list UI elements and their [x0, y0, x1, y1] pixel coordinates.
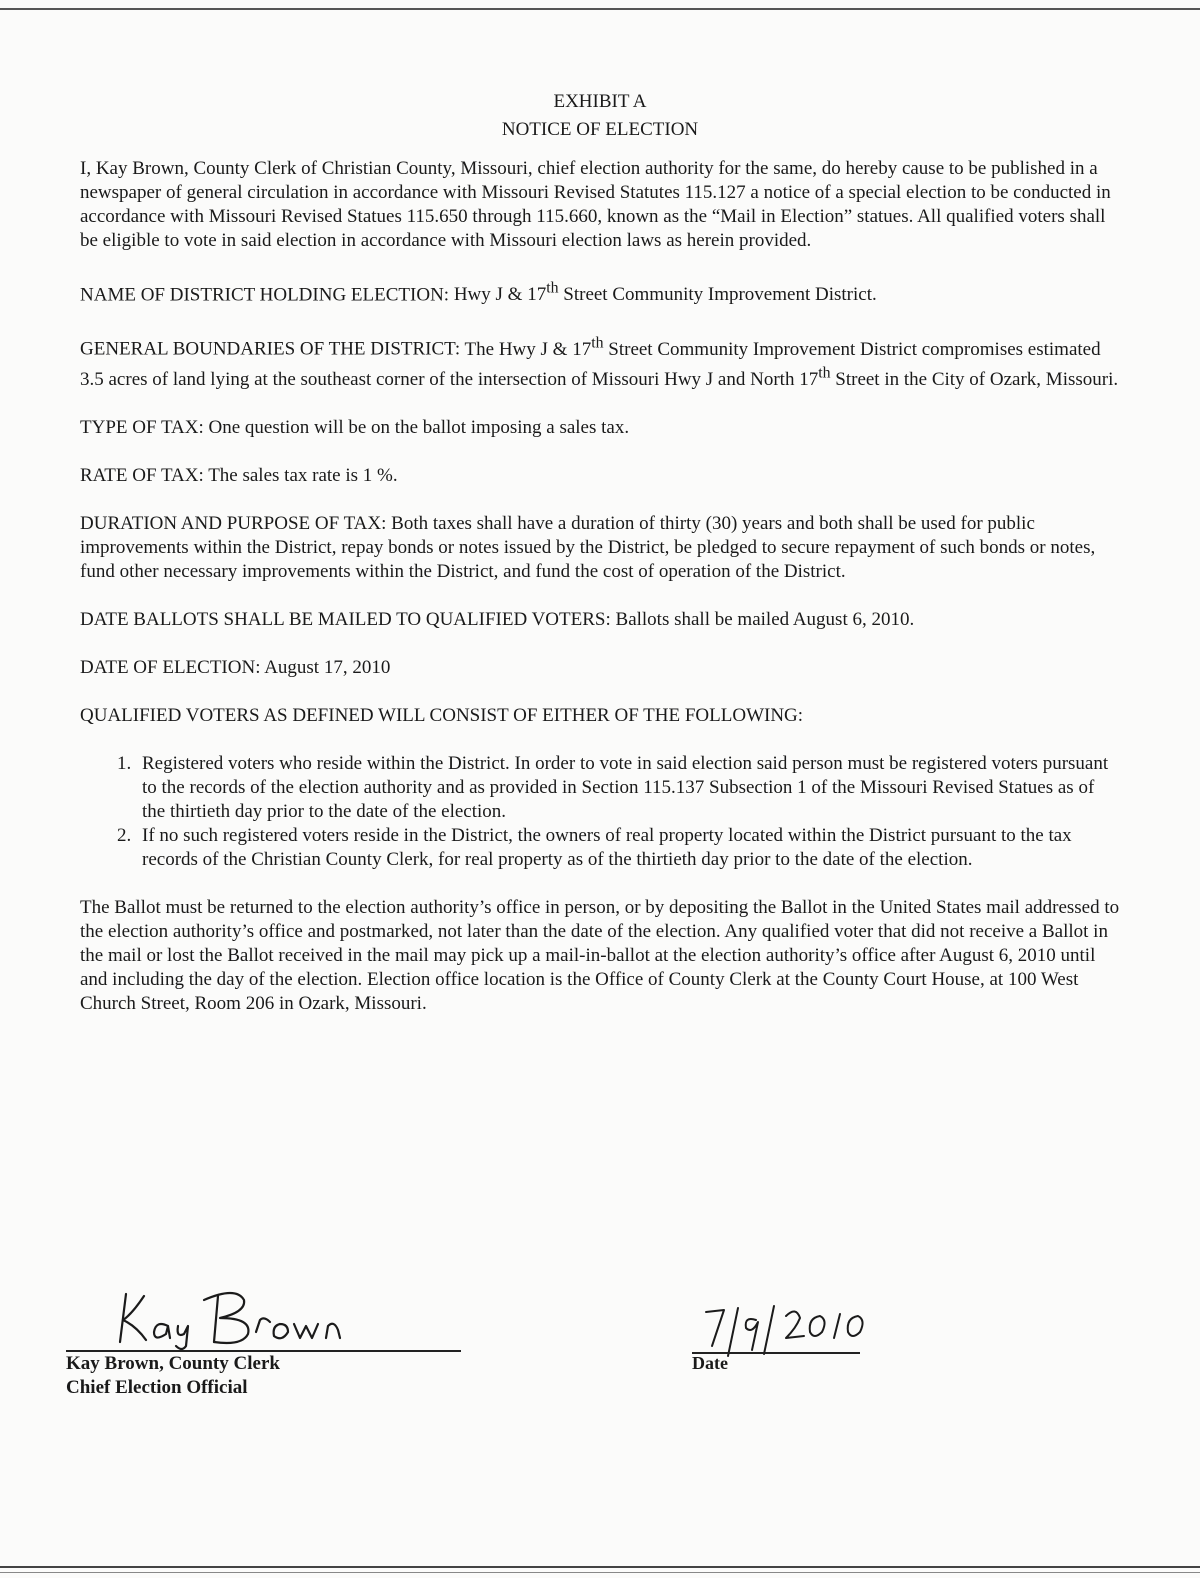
signer-name-title: Kay Brown, County Clerk [66, 1353, 280, 1374]
top-edge-line [0, 8, 1200, 10]
rate-of-tax-value: The sales tax rate is 1 %. [208, 464, 398, 486]
date-label: Date [692, 1353, 728, 1373]
election-date-value: August 17, 2010 [264, 656, 391, 678]
notice-title: NOTICE OF ELECTION [501, 119, 699, 140]
bottom-edge-line-secondary [0, 1572, 1200, 1573]
mail-date-value: Ballots shall be mailed August 6, 2010. [615, 608, 915, 630]
election-date-label: DATE OF ELECTION: [80, 656, 261, 678]
type-of-tax-paragraph [80, 416, 1120, 440]
boundaries-label: GENERAL BOUNDARIES OF THE DISTRICT: [80, 338, 461, 360]
type-of-tax-label: TYPE OF TAX: [80, 416, 204, 438]
district-name-label: NAME OF DISTRICT HOLDING ELECTION: [80, 284, 450, 306]
election-date-paragraph [80, 656, 1120, 680]
exhibit-heading: EXHIBIT A [553, 91, 647, 112]
list-item: 2. If no such registered voters reside in the District, the owners of real property located within the District pursuant to the tax records of the Christian County Clerk, for real property as of the thirtieth day prior to the date of the election. [136, 824, 1120, 872]
signer-role: Chief Election Official [66, 1377, 248, 1398]
signature-block [66, 1280, 1166, 1410]
boundaries-value: The Hwy J & 17th Street Community Improvement District compromises estimated 3.5 acres of land lying at the southeast corner of the intersection of Missouri Hwy J and North 17th Street in the City of Ozark, Missouri. [80, 334, 1119, 390]
bottom-edge-line [0, 1566, 1200, 1568]
list-item: 1. Registered voters who reside within the District. In order to vote in said election said person must be registered voters pursuant to the records of the election authority and as provided in Section 115.137 Subsection 1 of the Missouri Revised Statues as of the thirtieth day prior to the date of the election. [136, 752, 1120, 824]
handwritten-date [696, 1302, 886, 1358]
district-name-value: Hwy J & 17th Street Community Improvement District. [453, 280, 877, 306]
duration-paragraph [80, 512, 1120, 584]
mail-date-label: DATE BALLOTS SHALL BE MAILED TO QUALIFIED VOTERS: [80, 608, 611, 630]
boundaries-paragraph [80, 331, 1120, 392]
district-name-paragraph [80, 277, 1120, 307]
document-body [80, 88, 1120, 1016]
handwritten-signature [96, 1280, 396, 1352]
mail-date-paragraph [80, 608, 1120, 632]
qualified-voters-list [80, 752, 1120, 872]
rate-of-tax-paragraph [80, 464, 1120, 488]
duration-value: Both taxes shall have a duration of thirty (30) years and both shall be used for public improvements within the District, repay bonds or notes issued by the District, be pledged to secure repayment of such bonds or notes, fund other necessary improvements within the District, and fund the cost of operation of the District. [80, 512, 1096, 582]
rate-of-tax-label: RATE OF TAX: [80, 464, 204, 486]
intro-paragraph: I, Kay Brown, County Clerk of Christian County, Missouri, chief election authority for the same, do hereby cause to be published in a newspaper of general circulation in accordance with Missouri Revised Statutes 115.127 a notice of a special election to be conducted in accordance with Missouri Revised Statues 115.650 through 115.660, known as the “Mail in Election” statues. All qualified voters shall be eligible to vote in said election in accordance with Missouri election laws as herein provided. [80, 158, 1111, 251]
ballot-return-paragraph: The Ballot must be returned to the election authority’s office in person, or by depositing the Ballot in the United States mail addressed to the election authority’s office and postmarked, not later than the date of the election. Any qualified voter that did not receive a Ballot in the mail or lost the Ballot received in the mail may pick up a mail-in-ballot at the election authority’s office after August 6, 2010 until and including the day of the election. Election office location is the Office of County Clerk at the County Court House, at 100 West Church Street, Room 206 in Ozark, Missouri. [80, 896, 1120, 1014]
qualified-voters-heading: QUALIFIED VOTERS AS DEFINED WILL CONSIST OF EITHER OF THE FOLLOWING: [80, 704, 804, 726]
duration-label: DURATION AND PURPOSE OF TAX: [80, 512, 387, 534]
type-of-tax-value: One question will be on the ballot imposing a sales tax. [208, 416, 630, 438]
